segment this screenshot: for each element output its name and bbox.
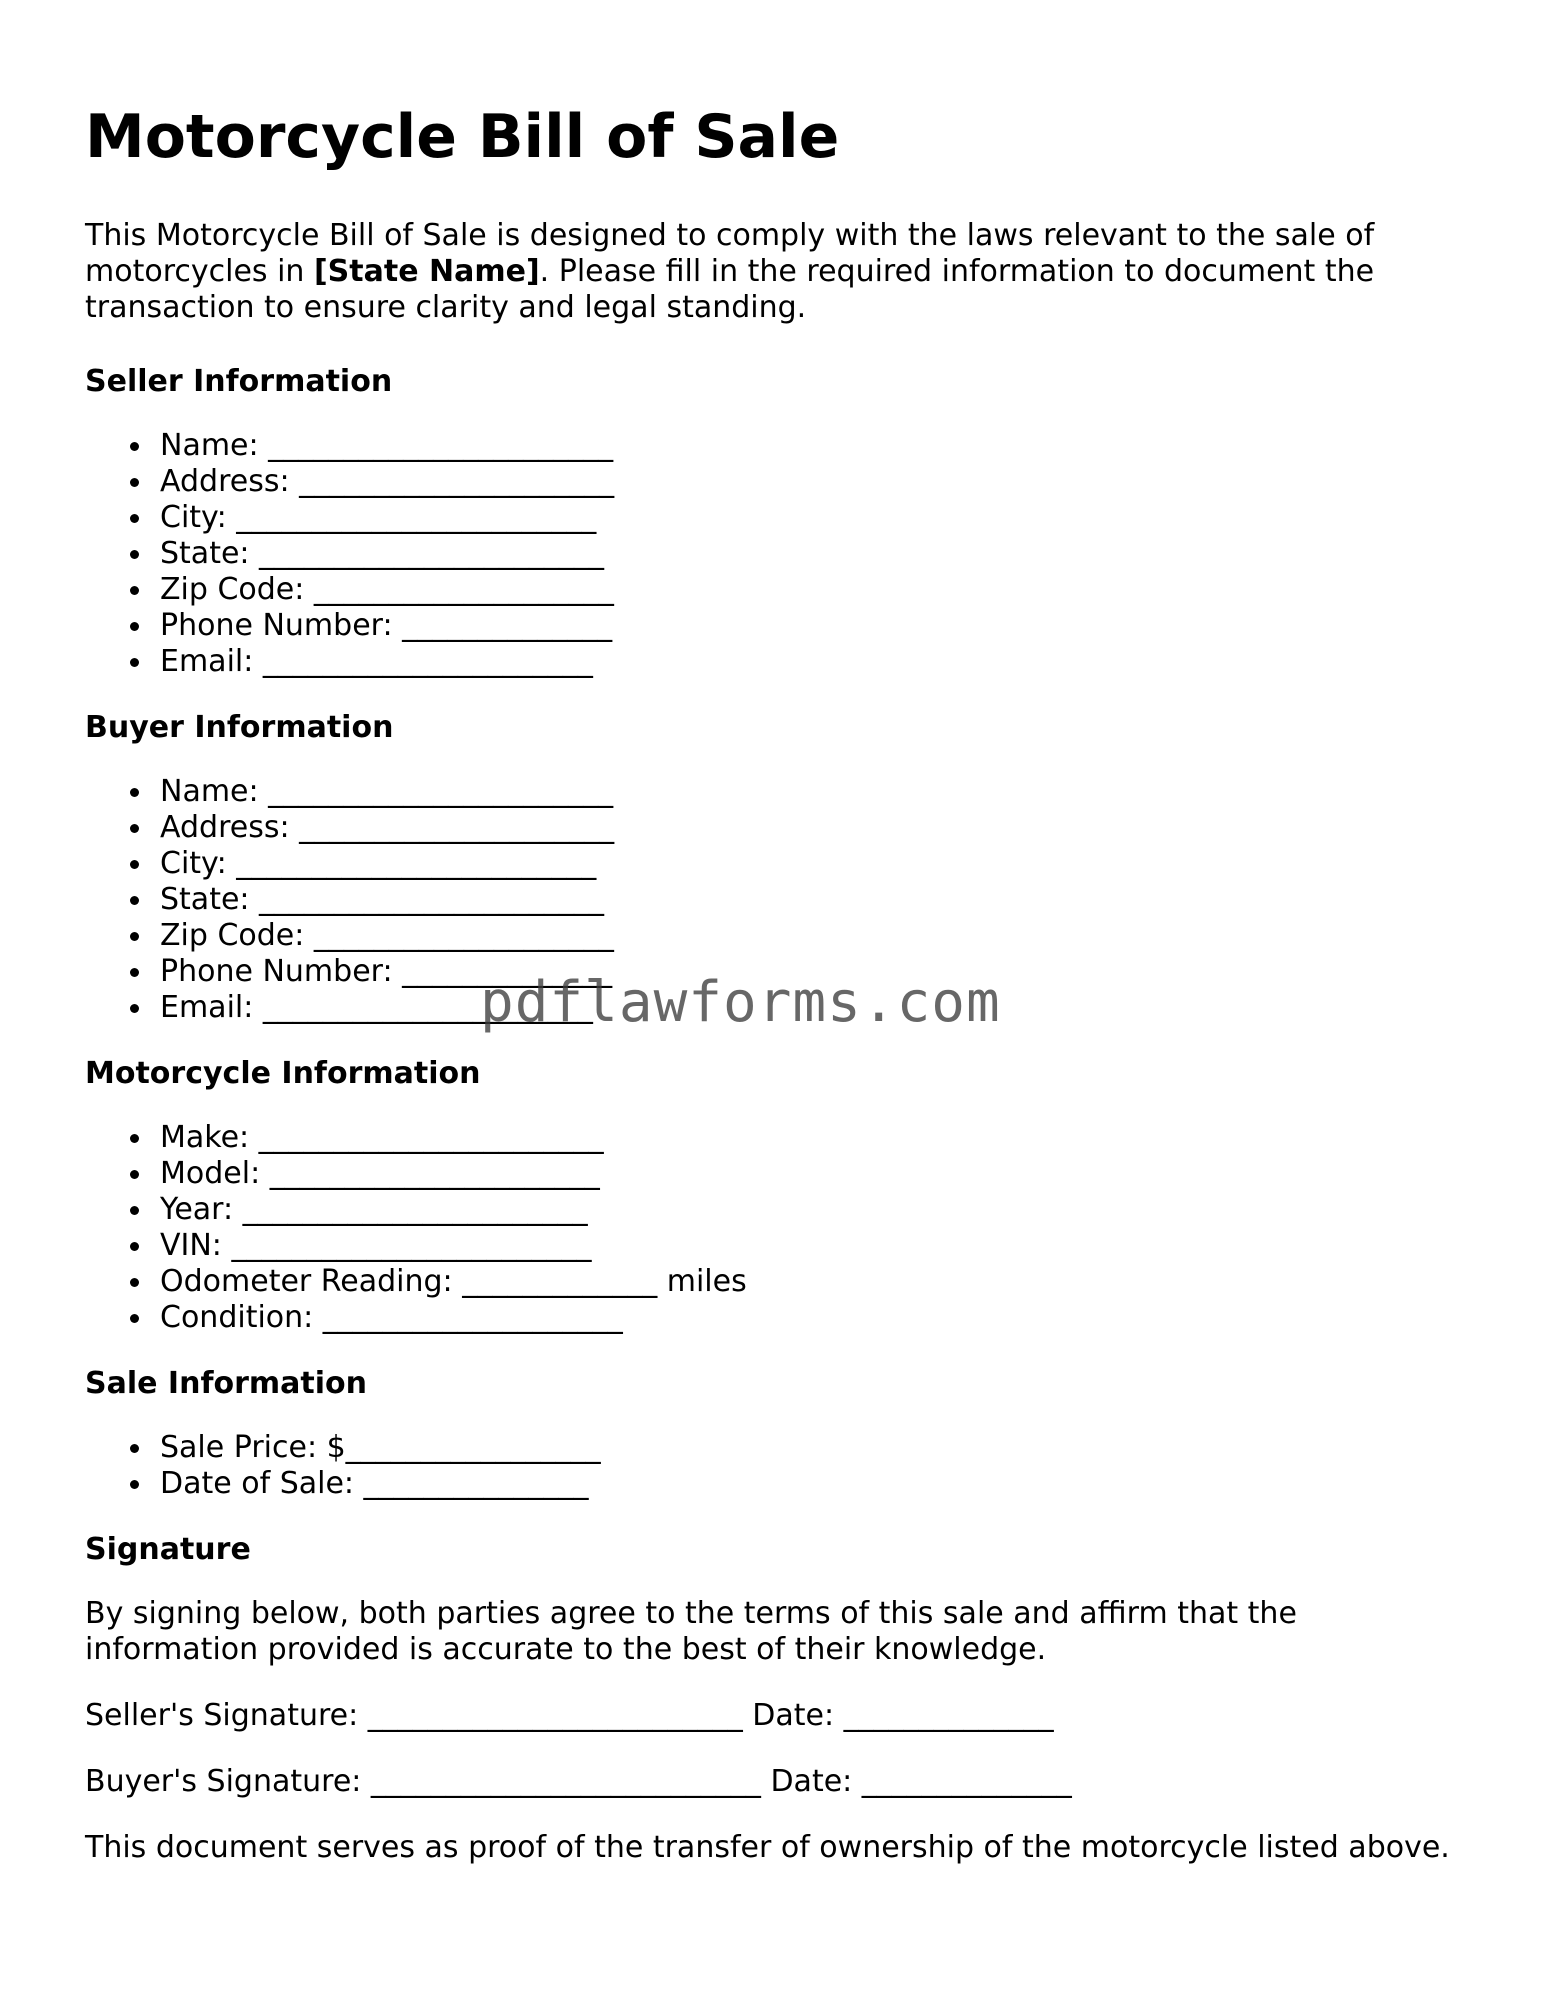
signature-statement: By signing below, both parties agree to the terms of this sale and affirm that the information provided is accurate to the best of their knowledge. [85,1596,1297,1667]
seller-phone-field[interactable]: Phone Number: ______________ [160,608,1465,644]
motorcycle-model-field[interactable]: Model: ______________________ [160,1156,1465,1192]
seller-state-field[interactable]: State: _______________________ [160,536,1465,572]
intro-text-after: . Please fill in the required information to document the transaction to ensure clarity and legal standing. [85,254,1375,325]
closing-statement: This document serves as proof of the transfer of ownership of the motorcycle listed above. [85,1830,1450,1865]
motorcycle-condition-field[interactable]: Condition: ____________________ [160,1300,1465,1336]
sale-date-field[interactable]: Date of Sale: _______________ [160,1466,1465,1502]
seller-zip-field[interactable]: Zip Code: ____________________ [160,572,1465,608]
motorcycle-make-field[interactable]: Make: _______________________ [160,1120,1465,1156]
signature-section-heading: Signature [85,1532,251,1567]
buyer-state-field[interactable]: State: _______________________ [160,882,1465,918]
seller-field-list [85,428,1465,680]
buyer-address-field[interactable]: Address: _____________________ [160,810,1465,846]
buyer-zip-field[interactable]: Zip Code: ____________________ [160,918,1465,954]
motorcycle-section-heading: Motorcycle Information [85,1056,481,1091]
buyer-signature-line[interactable]: Buyer's Signature: __________________________ Date: ______________ [85,1764,1072,1799]
page-title: Motorcycle Bill of Sale [85,102,840,172]
motorcycle-vin-field[interactable]: VIN: ________________________ [160,1228,1465,1264]
sale-price-field[interactable]: Sale Price: $_________________ [160,1430,1465,1466]
buyer-name-field[interactable]: Name: _______________________ [160,774,1465,810]
buyer-section-heading: Buyer Information [85,710,394,745]
state-name-placeholder: [State Name] [313,254,540,289]
seller-name-field[interactable]: Name: _______________________ [160,428,1465,464]
seller-section-heading: Seller Information [85,364,393,399]
seller-address-field[interactable]: Address: _____________________ [160,464,1465,500]
seller-signature-line[interactable]: Seller's Signature: _________________________ Date: ______________ [85,1698,1054,1733]
buyer-phone-field[interactable]: Phone Number: ______________ [160,954,1465,990]
motorcycle-year-field[interactable]: Year: _______________________ [160,1192,1465,1228]
motorcycle-odometer-field[interactable]: Odometer Reading: _____________ miles [160,1264,1465,1300]
intro-text-before: This Motorcycle Bill of Sale is designed to comply with the laws relevant to the sale of motorcycles in [85,218,1375,289]
sale-field-list [85,1430,1465,1502]
seller-city-field[interactable]: City: ________________________ [160,500,1465,536]
watermark-text: pdflawforms.com [480,970,1001,1035]
motorcycle-field-list [85,1120,1465,1336]
seller-email-field[interactable]: Email: ______________________ [160,644,1465,680]
sale-section-heading: Sale Information [85,1366,367,1401]
intro-paragraph [85,218,1465,326]
buyer-email-field[interactable]: Email: ______________________ [160,990,1465,1026]
buyer-city-field[interactable]: City: ________________________ [160,846,1465,882]
